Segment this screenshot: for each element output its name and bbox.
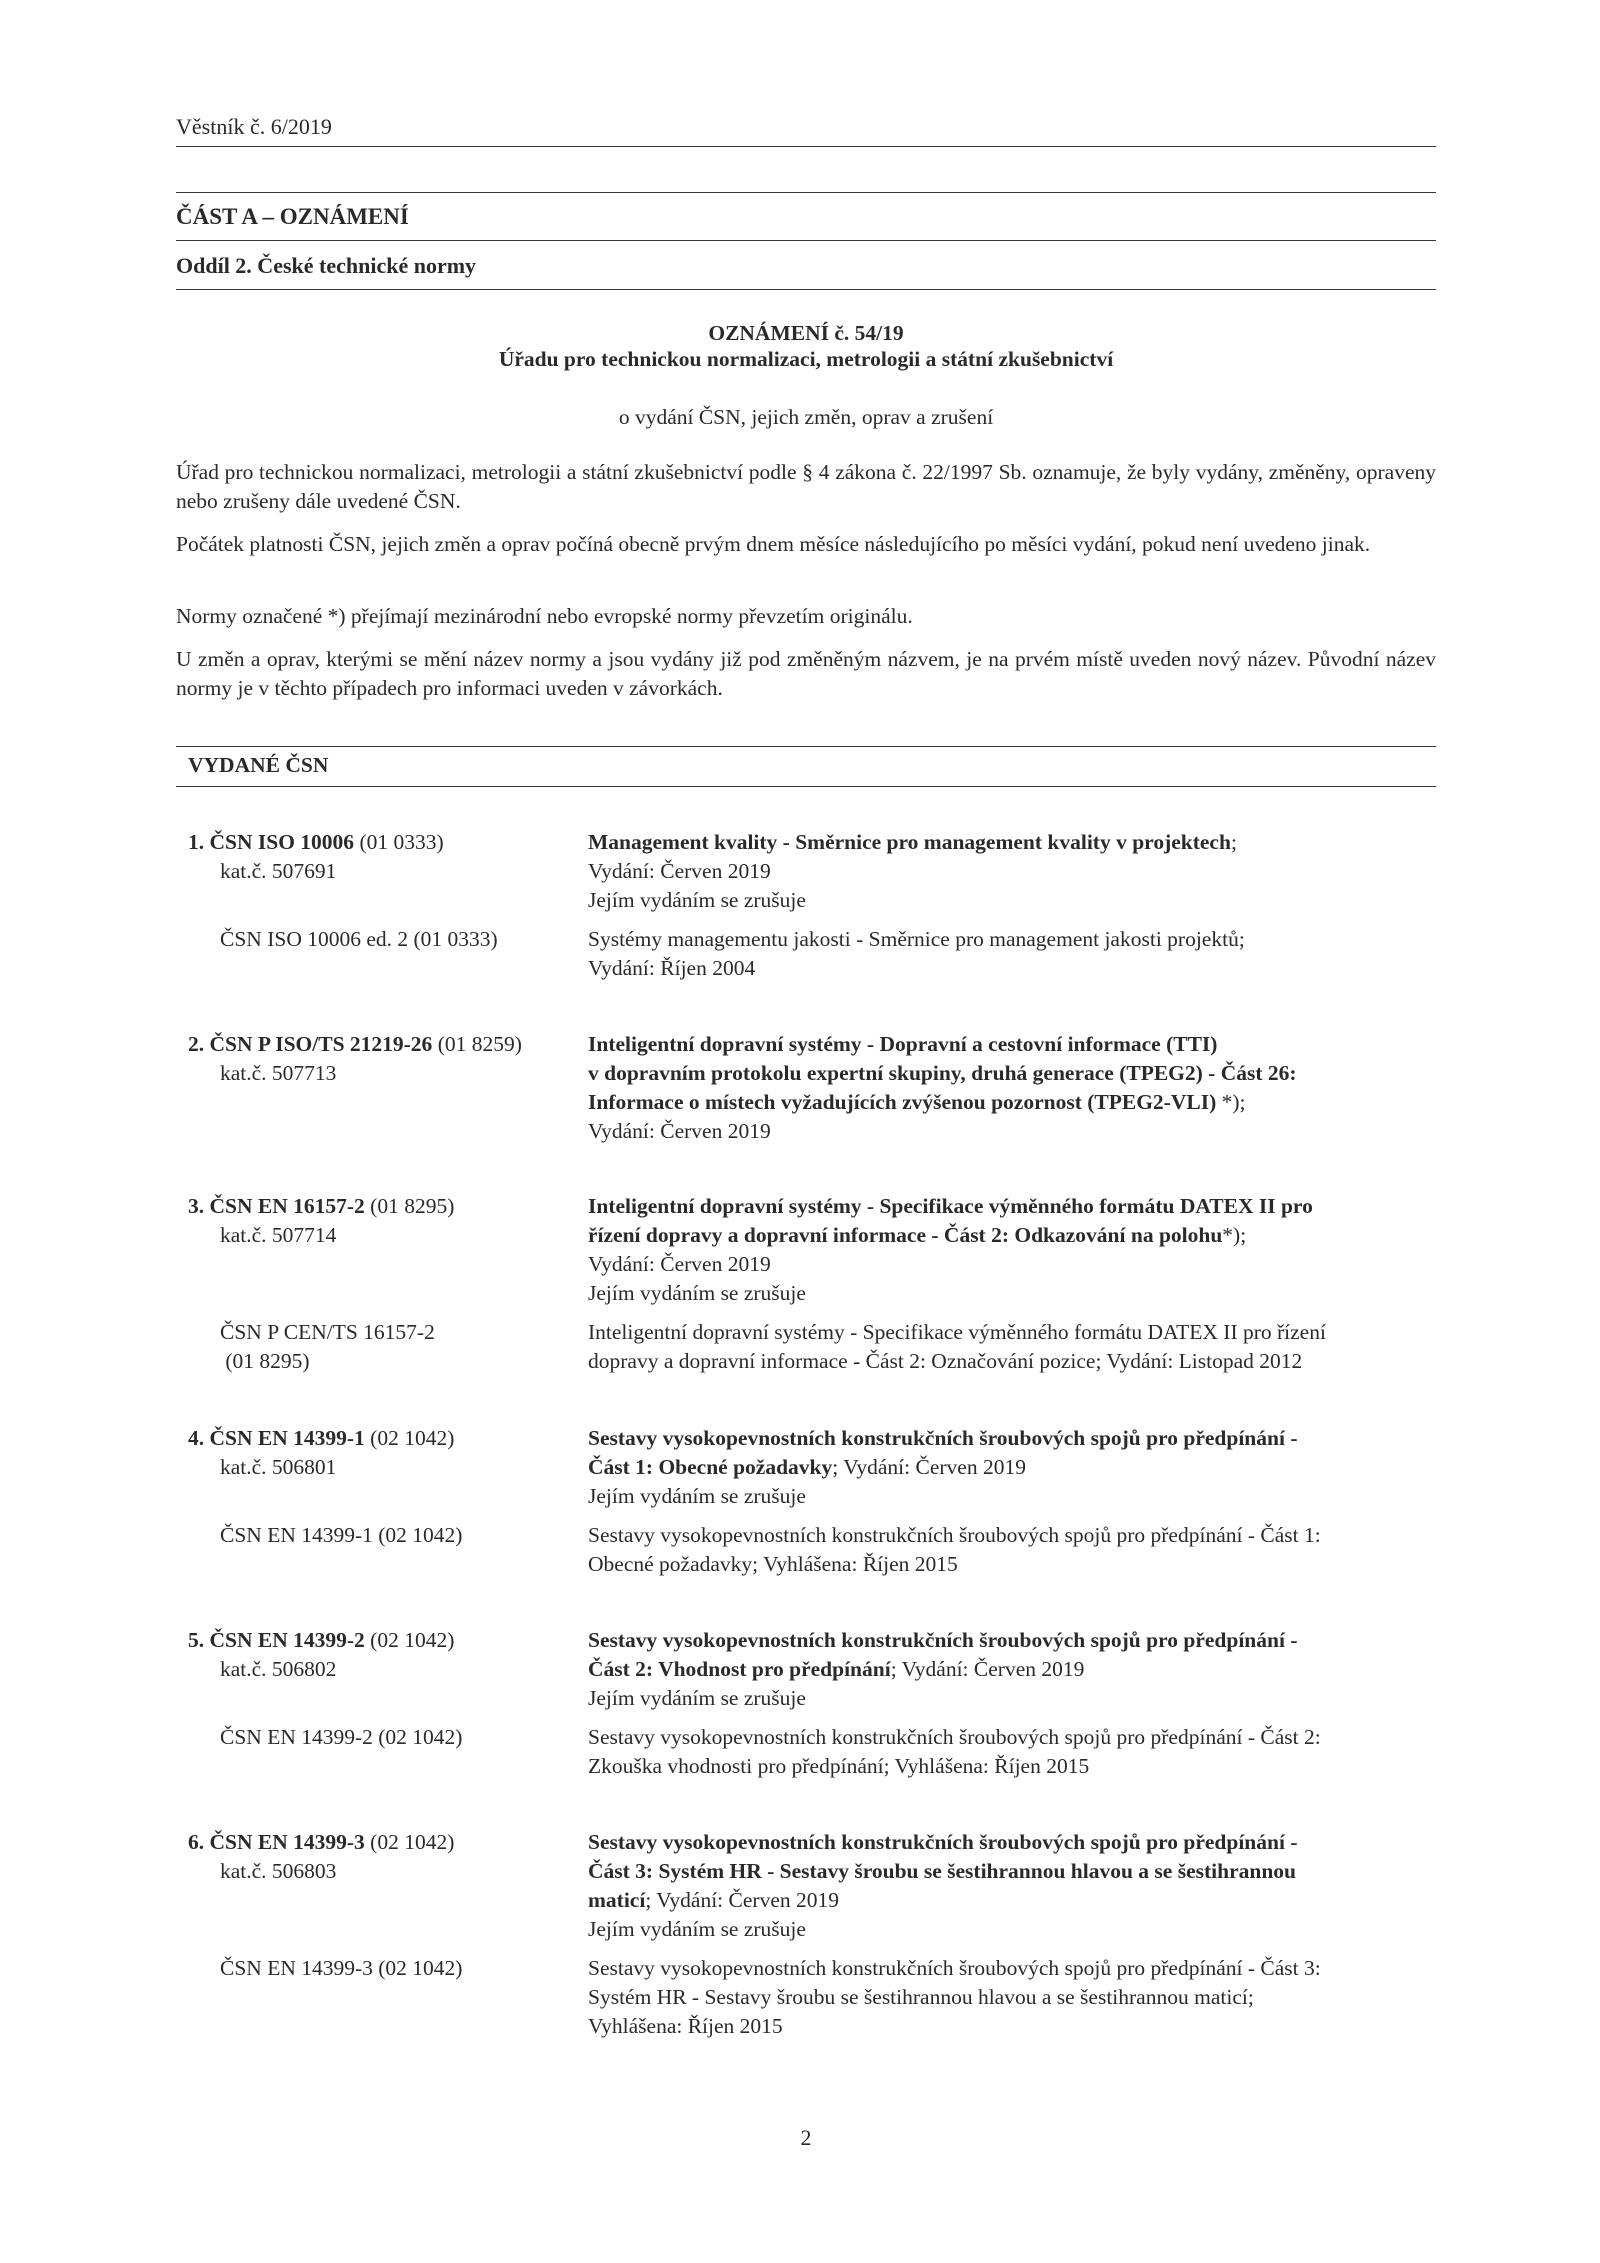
replaced-line: dopravy a dopravní informace - Část 2: Označování pozice; Vydání: Listopad 2012 [588, 1349, 1303, 1373]
replaced-line: Obecné požadavky; Vyhlášena: Říjen 2015 [588, 1552, 958, 1576]
replaced-code: (01 8295) [220, 1349, 310, 1373]
entry-description [588, 1828, 1448, 1944]
entry-title: maticí [588, 1888, 646, 1912]
entry-status-line: Jejím vydáním se zrušuje [588, 1484, 806, 1508]
notice-title: OZNÁMENÍ č. 54/19 [708, 321, 904, 345]
entry-title: Informace o místech vyžadujících zvýšenou pozornost (TPEG2-VLI) [588, 1090, 1217, 1114]
entry-status-line: Jejím vydáním se zrušuje [588, 888, 806, 912]
paragraph-1: Úřad pro technickou normalizaci, metrologii a státní zkušebnictví podle § 4 zákona č. 22/1997 Sb. oznamuje, že byly vydány, změněny, opraveny nebo zrušeny dále uvedené ČSN. [176, 460, 1436, 513]
entry-status-line: Jejím vydáním se zrušuje [588, 1281, 806, 1305]
entry-code-line [188, 1424, 588, 1453]
replaced-description [588, 1954, 1448, 2041]
entry-identifier [188, 1626, 588, 1684]
entry-title: v dopravním protokolu expertní skupiny, druhá generace (TPEG2) - Část 26: [588, 1061, 1297, 1085]
notice-subject: o vydání ČSN, jejich změn, oprav a zrušení [618, 405, 994, 429]
entry-identifier [188, 1828, 588, 1886]
entry-description [588, 1424, 1448, 1511]
entry-title-line [588, 1030, 1448, 1059]
replaced-description [588, 1723, 1448, 1781]
entry-title-line [588, 1655, 1448, 1684]
entry-title: Sestavy vysokopevnostních konstrukčních šroubových spojů pro předpínání - [588, 1830, 1298, 1854]
entry-class-number: (01 8259) [432, 1032, 522, 1056]
entry-title-suffix: ; Vydání: Červen 2019 [645, 1888, 839, 1912]
paragraph-2: Počátek platnosti ČSN, jejich změn a oprav počíná obecně prvým dnem měsíce následujícího po měsíci vydání, pokud není uvedeno jinak. [176, 532, 1371, 556]
entry-title-line [588, 1828, 1448, 1857]
entry-catalog-number: kat.č. 506803 [220, 1859, 337, 1883]
entry-description [588, 1192, 1448, 1308]
entry-title: Sestavy vysokopevnostních konstrukčních šroubových spojů pro předpínání - [588, 1426, 1298, 1450]
entry-title-line [588, 1424, 1448, 1453]
replaced-line: Sestavy vysokopevnostních konstrukčních šroubových spojů pro předpínání - Část 1: [588, 1523, 1321, 1547]
paragraph-4: U změn a oprav, kterými se mění název normy a jsou vydány již pod změněným názvem, je na prvém místě uveden nový název. Původní název normy je v těchto případech pro informaci uveden v závorkách. [176, 647, 1436, 700]
entry-title-suffix: *); [1222, 1223, 1247, 1247]
entry-title: Část 3: Systém HR - Sestavy šroubu se šestihrannou hlavou a se šestihrannou [588, 1859, 1296, 1883]
replaced-code: ČSN EN 14399-2 (02 1042) [220, 1725, 463, 1749]
replaced-line: Sestavy vysokopevnostních konstrukčních šroubových spojů pro předpínání - Část 3: [588, 1956, 1321, 1980]
entry-title: Inteligentní dopravní systémy - Specifikace výměnného formátu DATEX II pro [588, 1194, 1313, 1218]
entry-title-line [588, 1857, 1448, 1886]
entry-identifier [188, 1030, 588, 1088]
replaced-line: Inteligentní dopravní systémy - Specifikace výměnného formátu DATEX II pro řízení [588, 1320, 1326, 1344]
replaced-code: ČSN P CEN/TS 16157-2 [220, 1320, 435, 1344]
entry-status-line: Jejím vydáním se zrušuje [588, 1686, 806, 1710]
vydane-rule-top [176, 746, 1436, 747]
replaced-line: Zkouška vhodnosti pro předpínání; Vyhlášena: Říjen 2015 [588, 1754, 1090, 1778]
entry-title: řízení dopravy a dopravní informace - Část 2: Odkazování na polohu [588, 1223, 1223, 1247]
entry-title: Část 1: Obecné požadavky [588, 1455, 833, 1479]
header-rule [176, 146, 1436, 147]
entry-title-line [588, 828, 1448, 857]
entry-title-line [588, 1059, 1448, 1088]
replaced-identifier [188, 1954, 588, 1983]
entry-class-number: (02 1042) [364, 1426, 455, 1450]
replaced-description [588, 925, 1448, 983]
entry-code-line [188, 1626, 588, 1655]
entry-status-line: Vydání: Červen 2019 [588, 859, 771, 883]
entry-title-line [588, 1886, 1448, 1915]
replaced-description [588, 1318, 1448, 1376]
entry-title-line [588, 1192, 1448, 1221]
entry-catalog-number: kat.č. 506802 [220, 1657, 337, 1681]
entry-description [588, 828, 1448, 915]
replaced-line: Vyhlášena: Říjen 2015 [588, 2014, 783, 2038]
replaced-line: Vydání: Říjen 2004 [588, 956, 756, 980]
entry-title-line [588, 1626, 1448, 1655]
part-heading: ČÁST A – OZNÁMENÍ [176, 204, 409, 229]
entry-title-suffix: *); [1216, 1090, 1246, 1114]
entry-status-line: Vydání: Červen 2019 [588, 1119, 771, 1143]
entry-description [588, 1030, 1448, 1146]
entry-class-number: (01 8295) [364, 1194, 455, 1218]
entry-code-line [188, 1192, 588, 1221]
entry-code-line [188, 1828, 588, 1857]
entry-code: 5. ČSN EN 14399-2 [188, 1628, 365, 1652]
entry-code-line [188, 828, 588, 857]
vydane-rule-bottom [176, 786, 1436, 787]
entry-code-line [188, 1030, 588, 1059]
entry-title: Inteligentní dopravní systémy - Dopravní a cestovní informace (TTI) [588, 1032, 1218, 1056]
entry-class-number: (01 0333) [354, 830, 444, 854]
replaced-identifier [188, 1521, 588, 1550]
paragraph-3: Normy označené *) přejímají mezinárodní nebo evropské normy převzetím originálu. [176, 604, 913, 628]
replaced-line: Systém HR - Sestavy šroubu se šestihrannou hlavou a se šestihrannou maticí; [588, 1985, 1254, 2009]
entry-code: 2. ČSN P ISO/TS 21219-26 [188, 1032, 433, 1056]
replaced-identifier [188, 1723, 588, 1752]
section-heading: Oddíl 2. České technické normy [176, 253, 477, 278]
entry-class-number: (02 1042) [364, 1830, 455, 1854]
entry-code: 4. ČSN EN 14399-1 [188, 1426, 365, 1450]
entry-description [588, 1626, 1448, 1713]
entry-status-line: Vydání: Červen 2019 [588, 1252, 771, 1276]
part-rule-top [176, 192, 1436, 193]
entry-title: Management kvality - Směrnice pro management kvality v projektech [588, 830, 1231, 854]
replaced-code: ČSN ISO 10006 ed. 2 (01 0333) [220, 927, 498, 951]
entry-title-suffix: ; [1230, 830, 1237, 854]
replaced-identifier [188, 925, 588, 954]
vydane-heading: VYDANÉ ČSN [188, 753, 329, 777]
entry-title-suffix: ; Vydání: Červen 2019 [890, 1657, 1085, 1681]
entry-identifier [188, 828, 588, 886]
entry-catalog-number: kat.č. 507714 [220, 1223, 337, 1247]
entry-title-line [588, 1221, 1448, 1250]
entry-title-line [588, 1453, 1448, 1482]
page-number: 2 [800, 2125, 812, 2150]
notice-issuer: Úřadu pro technickou normalizaci, metrologii a státní zkušebnictví [498, 347, 1114, 371]
bulletin-title: Věstník č. 6/2019 [176, 114, 332, 139]
entry-title-suffix: ; Vydání: Červen 2019 [832, 1455, 1026, 1479]
replaced-code: ČSN EN 14399-3 (02 1042) [220, 1956, 463, 1980]
entry-code: 6. ČSN EN 14399-3 [188, 1830, 365, 1854]
entry-title-line [588, 1088, 1448, 1117]
entry-identifier [188, 1424, 588, 1482]
part-rule-bottom [176, 240, 1436, 241]
replaced-identifier [188, 1318, 588, 1376]
section-rule [176, 289, 1436, 290]
entry-title: Část 2: Vhodnost pro předpínání [588, 1657, 891, 1681]
entry-title: Sestavy vysokopevnostních konstrukčních šroubových spojů pro předpínání - [588, 1628, 1298, 1652]
entry-catalog-number: kat.č. 506801 [220, 1455, 337, 1479]
entry-code: 1. ČSN ISO 10006 [188, 830, 355, 854]
replaced-line: Systémy managementu jakosti - Směrnice pro management jakosti projektů; [588, 927, 1245, 951]
replaced-code: ČSN EN 14399-1 (02 1042) [220, 1523, 463, 1547]
entry-catalog-number: kat.č. 507713 [220, 1061, 337, 1085]
replaced-description [588, 1521, 1448, 1579]
replaced-line: Sestavy vysokopevnostních konstrukčních šroubových spojů pro předpínání - Část 2: [588, 1725, 1321, 1749]
entry-class-number: (02 1042) [364, 1628, 455, 1652]
entry-status-line: Jejím vydáním se zrušuje [588, 1917, 806, 1941]
entry-identifier [188, 1192, 588, 1250]
entry-catalog-number: kat.č. 507691 [220, 859, 337, 883]
entry-code: 3. ČSN EN 16157-2 [188, 1194, 365, 1218]
